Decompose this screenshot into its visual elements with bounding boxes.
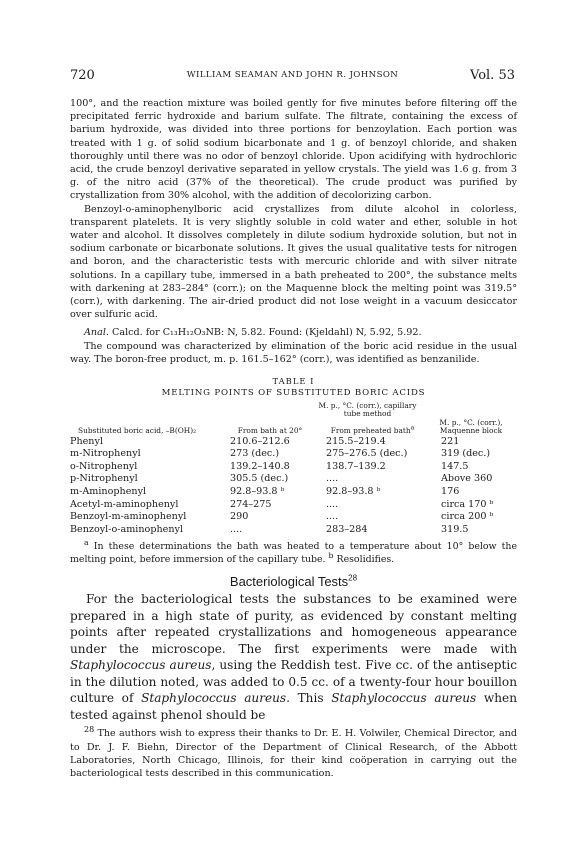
table-body	[70, 436, 517, 537]
table-cell-bath-20: 92.8–93.8 ᵇ	[230, 486, 285, 498]
table-col-preheated-mark: a	[410, 424, 415, 432]
table-cell-bath-20: 139.2–140.8	[230, 460, 290, 472]
table-row	[70, 473, 517, 486]
table-col-preheated-label: From preheated bath	[330, 426, 411, 436]
table-row	[70, 511, 517, 524]
table-cell-preheated: 283–284	[326, 523, 368, 535]
page-header	[70, 68, 515, 84]
table-col-preheated	[320, 419, 425, 436]
table-cell-preheated: ....	[326, 498, 339, 510]
analysis-text: Calcd. for C₁₃H₁₂O₃NB: N, 5.82. Found: (Kjeldahl) N, 5.92, 5.92.	[112, 327, 422, 339]
table-footnotes: $^a$ In these determinations the bath was heated to a temperature about 10° below the melting point, before immersion of the capillary tube. $^b$ Resolidifies.	[70, 538, 517, 566]
table-cell-substance: m-Nitrophenyl	[70, 448, 141, 460]
table-cell-maquenne: 319 (dec.)	[441, 448, 491, 460]
footnote-text: The authors wish to express their thanks to Dr. E. H. Volwiler, Chemical Director, and to Dr. J. F. Biehn, Director of the Department of Clinical Research, of the Abbott Laboratories, North Chicago, Illinois, for their kind coöperation in carrying out the bacteriological tests described in this communication.	[70, 728, 517, 780]
table-cell-maquenne: circa 200 ᵇ	[441, 511, 494, 523]
table-cell-preheated: 138.7–139.2	[326, 460, 386, 472]
table-row	[70, 461, 517, 474]
table-cell-substance: Phenyl	[70, 435, 103, 447]
table-cell-maquenne: 319.5	[441, 523, 469, 535]
table-row	[70, 499, 517, 512]
table-footnote-a: In these determinations the bath was heated to a temperature about 10° below the melting point, before immersion of the capillary tube.	[70, 541, 517, 566]
table-cell-preheated: 275–276.5 (dec.)	[326, 448, 408, 460]
table-cell-substance: Acetyl-m-aminophenyl	[70, 498, 179, 510]
table-cell-maquenne: 176	[441, 486, 460, 498]
table-cell-substance: m-Aminophenyl	[70, 486, 147, 498]
table-cell-substance: o-Nitrophenyl	[70, 460, 138, 472]
table-caption: TABLE I	[272, 376, 315, 387]
table-cell-substance: p-Nitrophenyl	[70, 473, 138, 485]
table-cell-bath-20: 290	[230, 511, 249, 523]
running-title: WILLIAM SEAMAN AND JOHN R. JOHNSON	[186, 70, 399, 80]
table-cell-bath-20: 273 (dec.)	[230, 448, 280, 460]
table-cell-bath-20: ....	[230, 523, 243, 535]
table-row	[70, 436, 517, 449]
table-footnote-b: Resolidifies.	[336, 554, 395, 566]
table-cell-maquenne: 147.5	[441, 460, 469, 472]
section-heading	[70, 573, 517, 591]
paragraph-characterization: The compound was characterized by elimination of the boric acid residue in the usual way. The boron-free product, m. p. 161.5–162° (corr.), was identified as benzanilide.	[70, 340, 517, 365]
table-cell-preheated: 215.5–219.4	[326, 435, 386, 447]
table-cell-preheated: ....	[326, 511, 339, 523]
analysis-line	[70, 326, 517, 339]
table-cell-substance: Benzoyl-m-aminophenyl	[70, 511, 187, 523]
table-col-maquenne: M. p., °C. (corr.), Maquenne block	[439, 417, 503, 436]
table-cell-maquenne: circa 170 ᵇ	[441, 498, 494, 510]
footnote-mark: 28	[84, 725, 95, 735]
table-cell-substance: Benzoyl-o-aminophenyl	[70, 523, 183, 535]
volume-label: Vol. 53	[470, 68, 515, 83]
table-row	[70, 486, 517, 499]
table-cell-bath-20: 210.6–212.6	[230, 435, 290, 447]
table-col-bath-20: From bath at 20°	[237, 426, 303, 436]
table-span-header: M. p., °C. (corr.), capillary tube method	[318, 401, 417, 419]
table-title: MELTING POINTS OF SUBSTITUTED BORIC ACIDS	[161, 388, 426, 399]
paragraph-preparation: 100°, and the reaction mixture was boiled gently for five minutes before filtering off the precipitated ferric hydroxide and barium sulfate. The filtrate, containing the excess of barium hydroxide, was divided into three portions for benzoylation. Each portion was treated with 1 g. of solid sodium bicarbonate and 1 g. of benzoyl chloride, and shaken thoroughly until there was no odor of benzoyl chloride. Upon acidifying with hydrochloric acid, the crude benzoyl derivative separated in yellow crystals. The yield was 1.6 g. from 3 g. of the nitro acid (37% of the theoretical). The crude product was purified by crystallization from 30% alcohol, with the addition of decolorizing carbon.	[70, 98, 517, 202]
paragraph-properties: Benzoyl-o-aminophenylboric acid crystallizes from dilute alcohol in colorless, transparent platelets. It is very slightly soluble in cold water and ether, soluble in hot water and alcohol. It dissolves completely in dilute sodium hydroxide solution, but not in sodium carbonate or bicarbonate solutions. It gives the usual qualitative tests for nitrogen and boron, and the characteristic tests with mercuric chloride and with silver nitrate solutions. In a capillary tube, immersed in a bath preheated to 200°, the substance melts with darkening at 283–284° (corr.); on the Maquenne block the melting point was 319.5° (corr.), with darkening. The air-dried product did not lose weight in a vacuum desiccator over sulfuric acid.	[70, 203, 517, 321]
analysis-label: Anal.	[84, 327, 109, 339]
table-cell-bath-20: 305.5 (dec.)	[230, 473, 289, 485]
page-body	[70, 97, 517, 780]
table-row	[70, 448, 517, 461]
table-row	[70, 524, 517, 537]
table-cell-maquenne: 221	[441, 435, 460, 447]
table-cell-preheated: ....	[326, 473, 339, 485]
table-col-substance: Substituted boric acid, –B(OH)₂	[78, 426, 197, 436]
section-heading-note: 28	[348, 574, 358, 584]
table-cell-maquenne: Above 360	[441, 473, 493, 485]
page-number: 720	[70, 68, 95, 83]
melting-points-table	[70, 402, 517, 536]
table-cell-bath-20: 274–275	[230, 498, 272, 510]
section-paragraph: For the bacteriological tests the substances to be examined were prepared in a high state of purity, as evidenced by constant melting points after repeated crystallizations and homogeneous appearance under the microscope. The first experiments were made with Staphylococcus aureus, using the Reddish test. Five cc. of the antiseptic in the dilution noted, was added to 0.5 cc. of a twenty-four hour bouillon culture of Staphylococcus aureus. This Staphylococcus aureus when tested against phenol should be	[70, 592, 517, 722]
section-heading-text: Bacteriological Tests	[229, 574, 349, 590]
footnote-28	[70, 727, 517, 780]
table-cell-preheated: 92.8–93.8 ᵇ	[326, 486, 381, 498]
